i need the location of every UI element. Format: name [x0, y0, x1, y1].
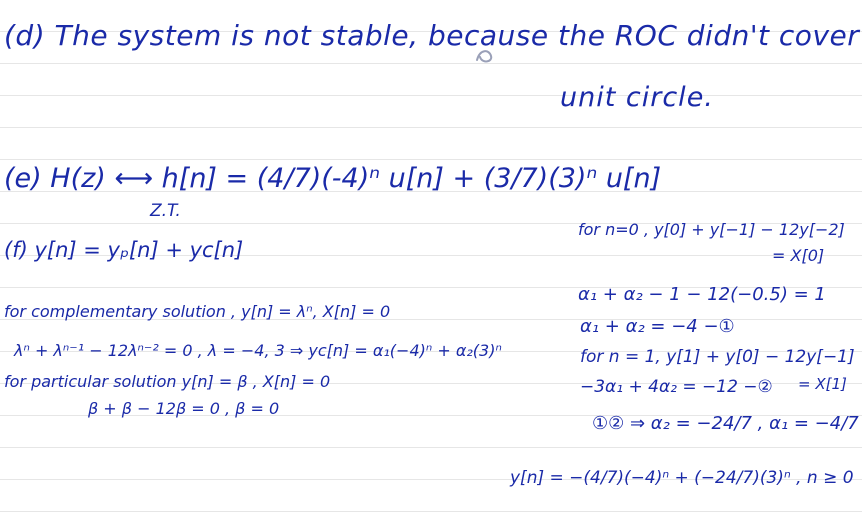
n1-equals-line: = X[1]: [798, 375, 847, 393]
equation-1-line: α₁ + α₂ = −4 −①: [580, 316, 735, 337]
characteristic-equation-line: λⁿ + λⁿ⁻¹ − 12λⁿ⁻² = 0 , λ = −4, 3 ⇒ yᴄ[n] = α₁(−4)ⁿ + α₂(3)ⁿ: [14, 341, 502, 360]
n0-equals-line: = X[0]: [772, 246, 825, 265]
z-transform-label: Z.T.: [150, 201, 181, 221]
n0-condition-line: for n=0 , y[0] + y[−1] − 12y[−2]: [578, 220, 845, 239]
scribble-mark: [474, 46, 496, 66]
part-e-equation: (e) H(z) ⟷ h[n] = (4/7)(-4)ⁿ u[n] + (3/7)(3)ⁿ u[n]: [4, 163, 662, 194]
part-d-line-1: (d) The system is not stable, because the ROC didn't cover: [4, 19, 860, 52]
substitution-line: α₁ + α₂ − 1 − 12(−0.5) = 1: [578, 284, 826, 305]
part-d-line-2: unit circle.: [560, 82, 714, 113]
particular-result-line: β + β − 12β = 0 , β = 0: [88, 399, 280, 418]
final-solution-line: y[n] = −(4/7)(−4)ⁿ + (−24/7)(3)ⁿ , n ≥ 0: [510, 468, 854, 488]
solve-coefficients-line: ①② ⇒ α₂ = −24/7 , α₁ = −4/7: [592, 413, 859, 434]
particular-solution-line: for particular solution y[n] = β , X[n] = 0: [4, 372, 331, 391]
equation-2-line: −3α₁ + 4α₂ = −12 −②: [580, 377, 773, 397]
n1-condition-line: for n = 1, y[1] + y[0] − 12y[−1]: [580, 347, 855, 367]
part-f-equation: (f) y[n] = yₚ[n] + yᴄ[n]: [4, 238, 244, 262]
complementary-solution-line: for complementary solution , y[n] = λⁿ, X[n] = 0: [4, 302, 391, 321]
